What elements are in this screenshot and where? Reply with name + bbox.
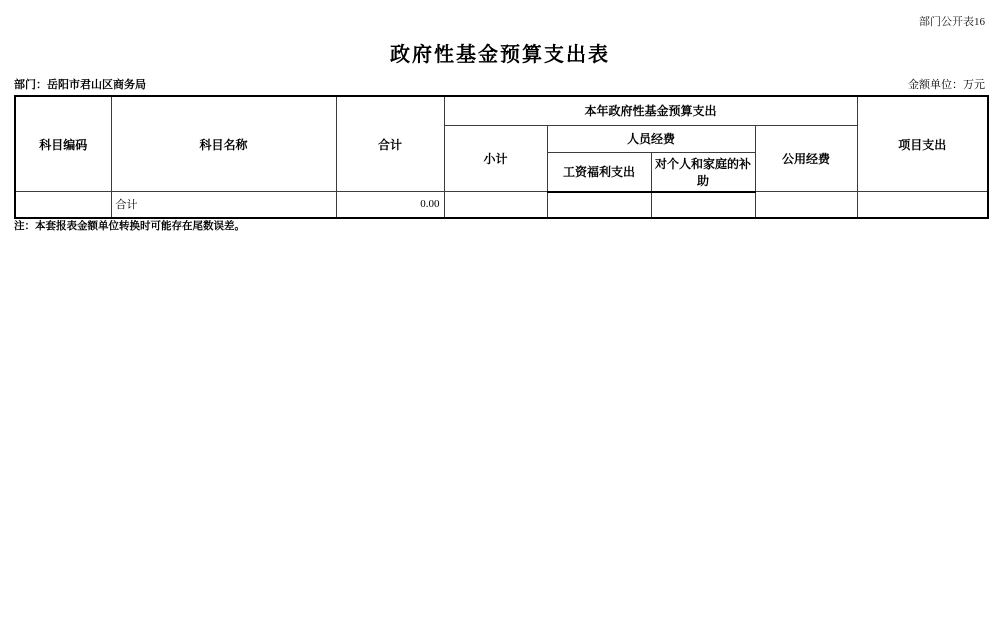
header-total: 合计: [336, 96, 444, 192]
amount-unit-label: 金额单位：万元: [908, 79, 985, 91]
header-wage-welfare: 工资福利支出: [547, 152, 651, 192]
form-id: 部门公开表16: [919, 16, 985, 28]
cell-project-expenditure: [857, 192, 988, 218]
cell-public-funds: [755, 192, 857, 218]
page-title: 政府性基金预算支出表: [390, 44, 610, 66]
cell-subject-code: [15, 192, 111, 218]
department-label: 部门：岳阳市君山区商务局: [14, 79, 146, 91]
header-row-1: [15, 96, 988, 125]
header-subtotal: 小计: [444, 125, 547, 192]
footnote: 注：本套报表金额单位转换时可能存在尾数误差。: [14, 221, 245, 232]
header-current-year-group: 本年政府性基金预算支出: [444, 96, 857, 125]
cell-subject-name: 合计: [111, 192, 336, 218]
header-individual-family-subsidy: 对个人和家庭的补助: [651, 152, 755, 192]
header-project-expenditure: 项目支出: [857, 96, 988, 192]
header-subject-name: 科目名称: [111, 96, 336, 192]
meta-row: [14, 76, 985, 92]
budget-table: [14, 95, 989, 219]
table-row: [15, 192, 988, 218]
cell-individual-family-subsidy: [651, 192, 755, 218]
header-personnel-group: 人员经费: [547, 125, 755, 152]
header-subject-code: 科目编码: [15, 96, 111, 192]
cell-wage-welfare: [547, 192, 651, 218]
cell-subtotal: [444, 192, 547, 218]
header-public-funds: 公用经费: [755, 125, 857, 192]
cell-total: 0.00: [336, 192, 444, 218]
